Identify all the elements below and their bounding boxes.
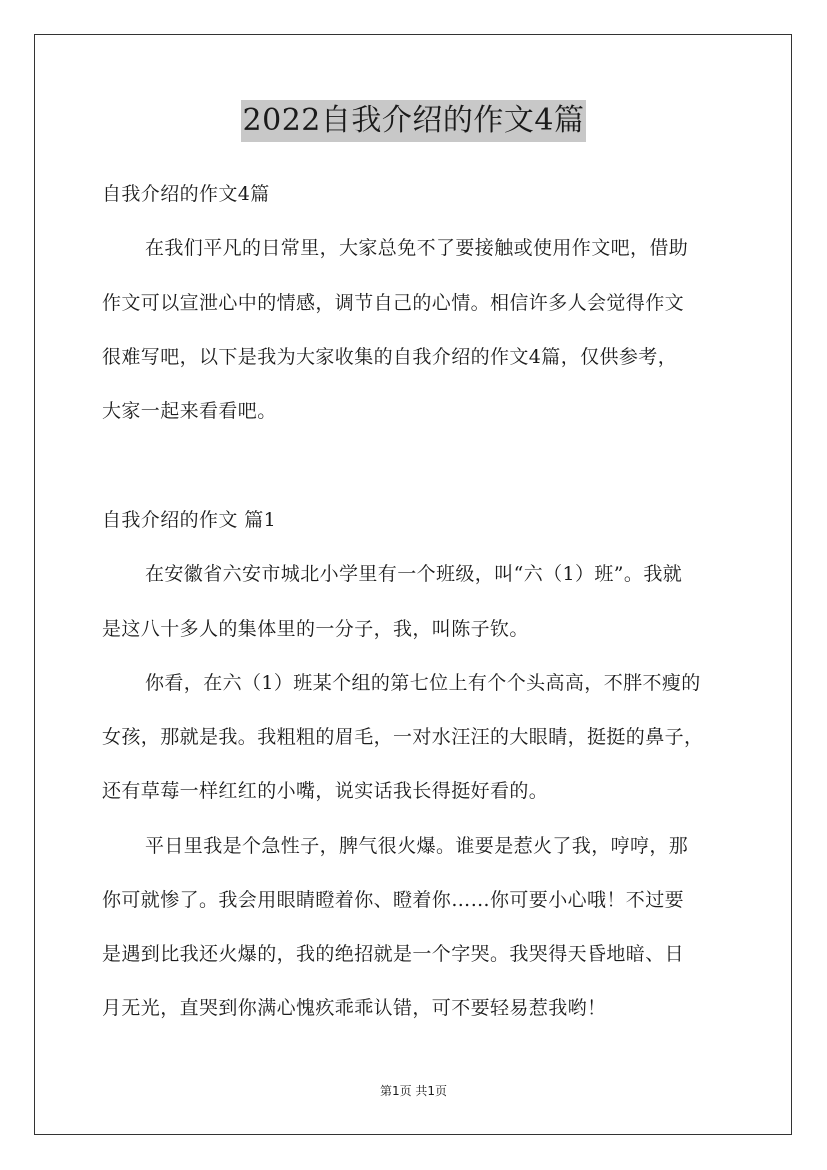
- paragraph-line: 平日里我是个急性子，脾气很火爆。谁要是惹火了我，哼哼，那: [145, 835, 689, 857]
- intro-line: 很难写吧，以下是我为大家收集的自我介绍的作文4篇，仅供参考，: [102, 346, 678, 368]
- paragraph-line: 女孩，那就是我。我粗粗的眉毛，一对水汪汪的大眼睛，挺挺的鼻子，: [102, 726, 704, 748]
- intro-line: 大家一起来看看吧。: [102, 400, 277, 422]
- document-title: 2022自我介绍的作文4篇: [241, 100, 587, 142]
- title-block: [0, 100, 827, 142]
- paragraph-line: 你看，在六（1）班某个组的第七位上有个个头高高，不胖不瘦的: [145, 672, 701, 694]
- paragraph-line: 还有草莓一样红红的小嘴，说实话我长得挺好看的。: [102, 780, 549, 802]
- document-subtitle: 自我介绍的作文4篇: [102, 183, 270, 205]
- page-footer: 第1页 共1页: [379, 1084, 448, 1098]
- intro-line: 作文可以宣泄心中的情感，调节自己的心情。相信许多人会觉得作文: [102, 292, 685, 314]
- intro-line: 在我们平凡的日常里，大家总免不了要接触或使用作文吧，借助: [145, 237, 689, 259]
- paragraph-line: 是遇到比我还火爆的，我的绝招就是一个字哭。我哭得天昏地暗、日: [102, 943, 685, 965]
- paragraph-line: 你可就惨了。我会用眼睛瞪着你、瞪着你……你可要小心哦！不过要: [102, 889, 685, 911]
- paragraph-line: 月无光，直哭到你满心愧疚乖乖认错，可不要轻易惹我哟！: [102, 997, 607, 1019]
- paragraph-line: 在安徽省六安市城北小学里有一个班级，叫“六（1）班”。我就: [145, 563, 683, 585]
- section-heading: 自我介绍的作文 篇1: [102, 509, 277, 531]
- paragraph-line: 是这八十多人的集体里的一分子，我，叫陈子钦。: [102, 618, 529, 640]
